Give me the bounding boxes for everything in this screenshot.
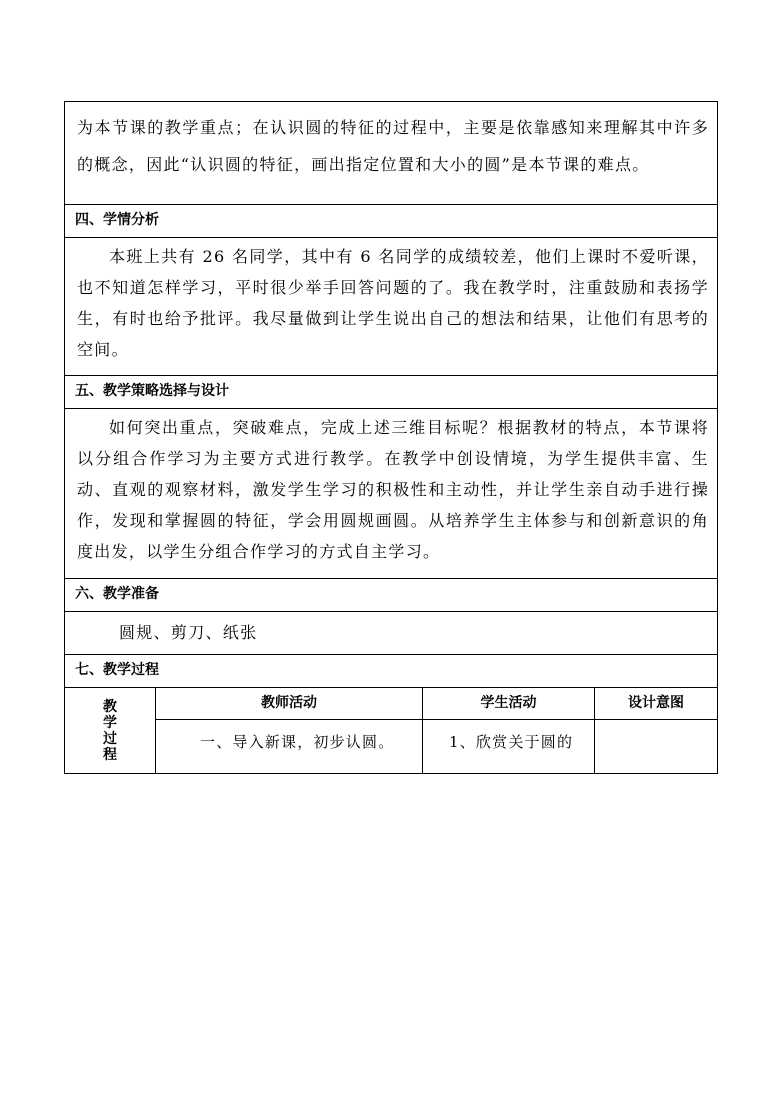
section-5-body: 如何突出重点，突破难点，完成上述三维目标呢？根据教材的特点，本节课将以分组合作学习为主要方式进行教学。在教学中创设情境，为学生提供丰富、生动、直观的观察材料，激发学生学习的积极性和主动性，并让学生亲自动手进行操作，发现和掌握圆的特征，学会用圆规画圆。从培养学生主体参与和创新意识的角度出发，以学生分组合作学习的方式自主学习。 xyxy=(77,418,709,561)
lesson-plan-table xyxy=(64,101,718,774)
process-cells xyxy=(156,688,717,773)
process-side-label: 教学过程 xyxy=(103,698,117,763)
section-6-heading: 六、教学准备 xyxy=(75,586,159,602)
student-activity-cell: 1、欣赏关于圆的 xyxy=(423,720,595,773)
teacher-activity-header: 教师活动 xyxy=(156,688,423,719)
student-activity-header: 学生活动 xyxy=(423,688,595,719)
section-7-heading: 七、教学过程 xyxy=(75,662,159,678)
teacher-activity-cell: 一、导入新课，初步认圆。 xyxy=(156,720,423,773)
section-6-body-row xyxy=(65,612,717,655)
section-5-heading-row xyxy=(65,376,717,409)
teaching-process-table xyxy=(65,688,717,773)
section-7-heading-row xyxy=(65,655,717,688)
design-intent-cell xyxy=(595,720,717,773)
process-row xyxy=(156,720,717,773)
section-4-body: 本班上共有 26 名同学，其中有 6 名同学的成绩较差，他们上课时不爱听课，也不知道怎样学习，平时很少举手回答问题的了。我在教学时，注重鼓励和表扬学生，有时也给予批评。我尽量做到让学生说出自己的想法和结果，让他们有思考的空间。 xyxy=(77,247,709,359)
process-side-cell xyxy=(65,688,156,773)
section-6-heading-row xyxy=(65,579,717,612)
intro-row xyxy=(65,102,717,205)
section-5-body-row xyxy=(65,409,717,579)
section-4-heading: 四、学情分析 xyxy=(75,212,159,228)
design-intent-header: 设计意图 xyxy=(628,695,684,711)
intro-paragraph: 为本节课的教学重点；在认识圆的特征的过程中，主要是依靠感知来理解其中许多的概念，因此“认识圆的特征，画出指定位置和大小的圆”是本节课的难点。 xyxy=(77,118,709,174)
section-4-heading-row xyxy=(65,205,717,238)
section-6-body: 圆规、剪刀、纸张 xyxy=(119,623,258,642)
section-4-body-row xyxy=(65,238,717,376)
process-header-row xyxy=(156,688,717,720)
section-5-heading: 五、教学策略选择与设计 xyxy=(75,383,229,399)
